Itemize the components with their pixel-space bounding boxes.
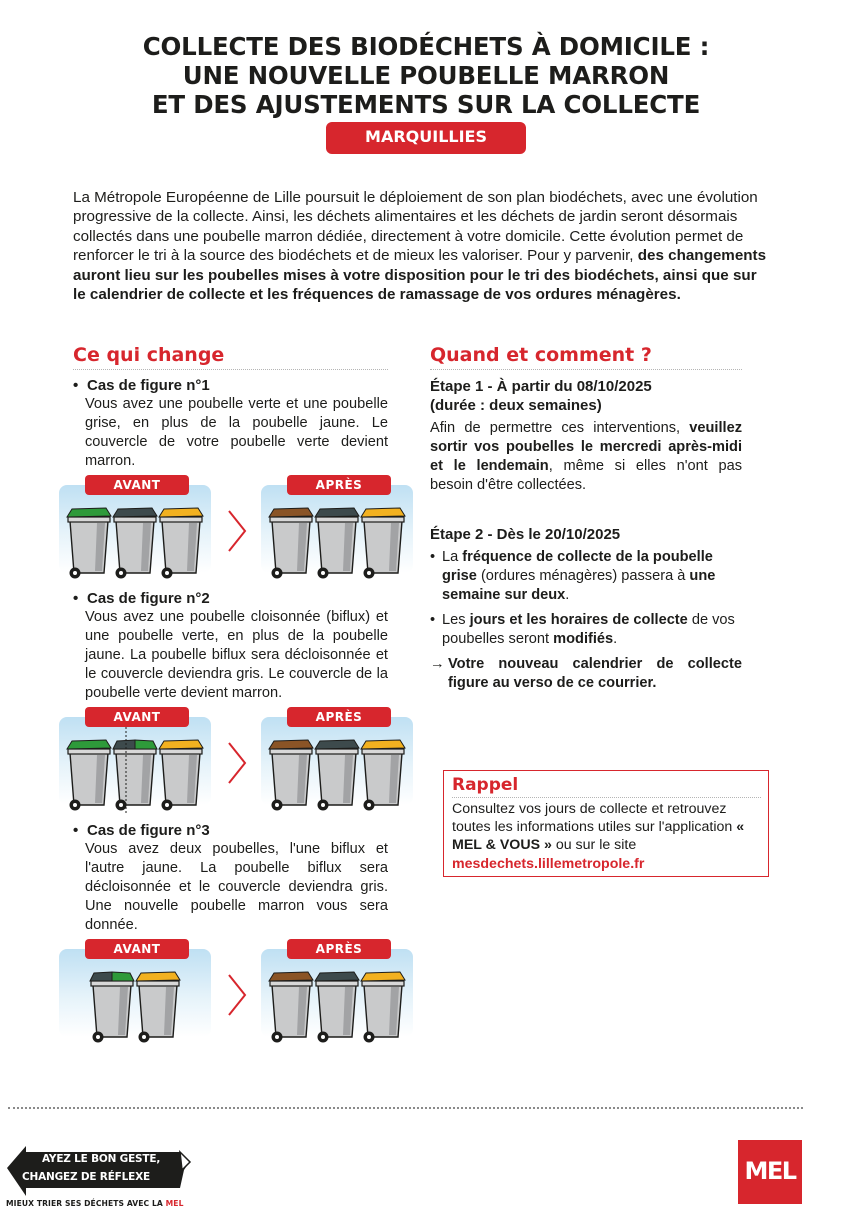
before-after-illustration <box>59 475 421 583</box>
reminder-text-c: ou sur le site <box>551 837 637 854</box>
intro-text: La Métropole Européenne de Lille poursuit le déploiement de son plan biodéchets, avec une évolution progressive de la collecte. Ainsi, les déchets alimentaires et les déchets de jardin seront désormais collectés dans une poubelle marron dédiée, directement à votre domicile. Cette évolution permet de renforcer le tri à la source des biodéchets et de mieux les valoriser. Pour y parvenir, <box>73 189 758 265</box>
case-2 <box>73 589 388 815</box>
case-heading: • Cas de figure n°2 <box>73 589 388 608</box>
step-1-heading <box>430 377 742 415</box>
bin-yellow-icon <box>159 740 203 811</box>
chevron-right-icon <box>227 741 247 785</box>
step-1-text-c: , même si elles n'ont pas besoin d'être collectées. <box>430 458 742 493</box>
step-2-bullet-schedule <box>430 611 742 649</box>
text: Les <box>442 612 470 628</box>
bins-illustration <box>59 717 211 815</box>
before-label: AVANT <box>85 475 189 495</box>
bin-dark-gray-icon <box>315 740 359 811</box>
bin-brown-icon <box>269 740 313 811</box>
bin-dark-gray-icon <box>315 508 359 579</box>
before-label: AVANT <box>85 939 189 959</box>
step-2-bullet-frequency <box>430 548 742 605</box>
bins-illustration <box>261 485 413 583</box>
after-label: APRÈS <box>287 707 391 727</box>
city-badge: MARQUILLIES <box>326 122 526 154</box>
case-description: Vous avez une poubelle cloisonnée (biflux) et une poubelle verte, en plus de la poubelle jaune. La poubelle biflux sera décloisonnée et le couvercle deviendra gris. Le couvercle de la poubelle verte devient marron. <box>85 609 388 701</box>
after-label: APRÈS <box>287 475 391 495</box>
before-panel <box>59 710 211 805</box>
app-name: « MEL & VOUS » <box>452 819 745 854</box>
step-1-text-a: Afin de permettre ces interventions, <box>430 420 690 436</box>
reminder-box <box>443 770 769 877</box>
website-link[interactable]: mesdechets.lillemetropole.fr <box>452 855 645 872</box>
bin-dark-gray-icon <box>315 972 359 1043</box>
page-title-line-2: UNE NOUVELLE POUBELLE MARRON <box>182 61 670 90</box>
bin-green-icon <box>67 508 111 579</box>
reminder-text <box>452 800 761 855</box>
chevron-right-icon <box>227 509 247 553</box>
case-description: Vous avez deux poubelles, l'une biflux et l'autre jaune. La poubelle biflux sera décloisonnée et le couvercle deviendra gris. Une nouvelle poubelle marron vous sera donnée. <box>85 841 388 933</box>
before-after-illustration <box>59 939 421 1047</box>
bin-yellow-icon <box>361 972 405 1043</box>
bins-illustration <box>261 949 413 1047</box>
bins-illustration <box>59 485 211 583</box>
before-panel <box>59 942 211 1037</box>
arrow-right-icon: → <box>430 656 445 672</box>
text-bold: jours et les horaires de collecte <box>469 612 688 628</box>
after-panel <box>261 710 413 805</box>
bin-yellow-icon <box>361 508 405 579</box>
step-1-date: Étape 1 - À partir du 08/10/2025 <box>430 378 652 395</box>
text: La <box>442 549 463 565</box>
case-3 <box>73 821 388 1047</box>
bin-yellow-icon <box>136 972 180 1043</box>
before-after-illustration <box>59 707 421 815</box>
case-description: Vous avez une poubelle verte et une poubelle grise, en plus de la poubelle jaune. Le couvercle de votre poubelle verte devient marron. <box>85 396 388 469</box>
text: (ordures ménagères) passera à <box>476 568 690 584</box>
step-2-heading: Étape 2 - Dès le 20/10/2025 <box>430 526 621 543</box>
chevron-right-icon <box>227 973 247 1017</box>
bin-brown-icon <box>269 508 313 579</box>
when-how-section <box>430 343 742 693</box>
text-bold: modifiés <box>553 631 614 647</box>
intro-paragraph <box>73 188 773 304</box>
calendar-note-text: Votre nouveau calendrier de collecte figure au verso de ce courrier. <box>448 656 742 691</box>
before-panel <box>59 478 211 573</box>
footer-divider <box>8 1107 803 1109</box>
page-title-line-1: COLLECTE DES BIODÉCHETS À DOMICILE : <box>142 32 710 61</box>
slogan-line-2: CHANGEZ DE RÉFLEXE <box>22 1171 150 1183</box>
case-heading: • Cas de figure n°3 <box>73 821 388 840</box>
bin-biflux-icon <box>113 740 157 811</box>
after-panel <box>261 942 413 1037</box>
text-bold: fréquence de collecte de la poubelle grise <box>442 549 713 584</box>
bin-biflux-icon <box>90 972 134 1043</box>
bin-yellow-icon <box>361 740 405 811</box>
step-1-duration: (durée : deux semaines) <box>430 397 602 414</box>
tagline-text: MIEUX TRIER SES DÉCHETS AVEC LA <box>6 1199 166 1208</box>
bins-illustration <box>59 949 211 1047</box>
text: . <box>565 587 570 603</box>
case-1 <box>73 376 388 583</box>
text-bold: une semaine sur deux <box>442 568 716 603</box>
calendar-note <box>430 655 742 693</box>
before-label: AVANT <box>85 707 189 727</box>
step-1-text-bold: veuillez sortir vos poubelles le mercredi après-midi et le lendemain <box>430 420 742 474</box>
after-label: APRÈS <box>287 939 391 959</box>
after-panel <box>261 478 413 573</box>
mel-logo <box>738 1140 802 1204</box>
slogan-arrow-icon <box>4 1140 194 1200</box>
slogan-line-1: AYEZ LE BON GESTE, <box>42 1153 161 1165</box>
bin-brown-icon <box>269 972 313 1043</box>
text: . <box>613 631 618 647</box>
step-2-list <box>430 548 742 649</box>
bin-dark-gray-icon <box>113 508 157 579</box>
reminder-title: Rappel <box>452 774 761 798</box>
what-changes-section <box>73 343 388 1047</box>
bin-yellow-icon <box>159 508 203 579</box>
tagline-mel: MEL <box>165 1199 184 1208</box>
section-title-what-changes: Ce qui change <box>73 343 388 370</box>
step-1-text <box>430 419 742 495</box>
reminder-text-a: Consultez vos jours de collecte et retrouvez toutes les informations utiles sur l'application <box>452 801 737 836</box>
intro-bold-text: des changements auront lieu sur les poubelles mises à votre disposition pour le tri des biodéchets, ainsi que sur le calendrier de collecte et les fréquences de ramassage de vos ordures ménagères. <box>73 247 767 304</box>
mel-logo-text: MEL <box>744 1157 796 1185</box>
case-heading: • Cas de figure n°1 <box>73 376 388 395</box>
page-header <box>0 32 852 154</box>
section-title-when-how: Quand et comment ? <box>430 343 742 370</box>
bin-green-icon <box>67 740 111 811</box>
bins-illustration <box>261 717 413 815</box>
page-title-line-3: ET DES AJUSTEMENTS SUR LA COLLECTE <box>151 90 701 119</box>
text: de vos poubelles seront <box>442 612 735 647</box>
tagline <box>6 1199 184 1208</box>
